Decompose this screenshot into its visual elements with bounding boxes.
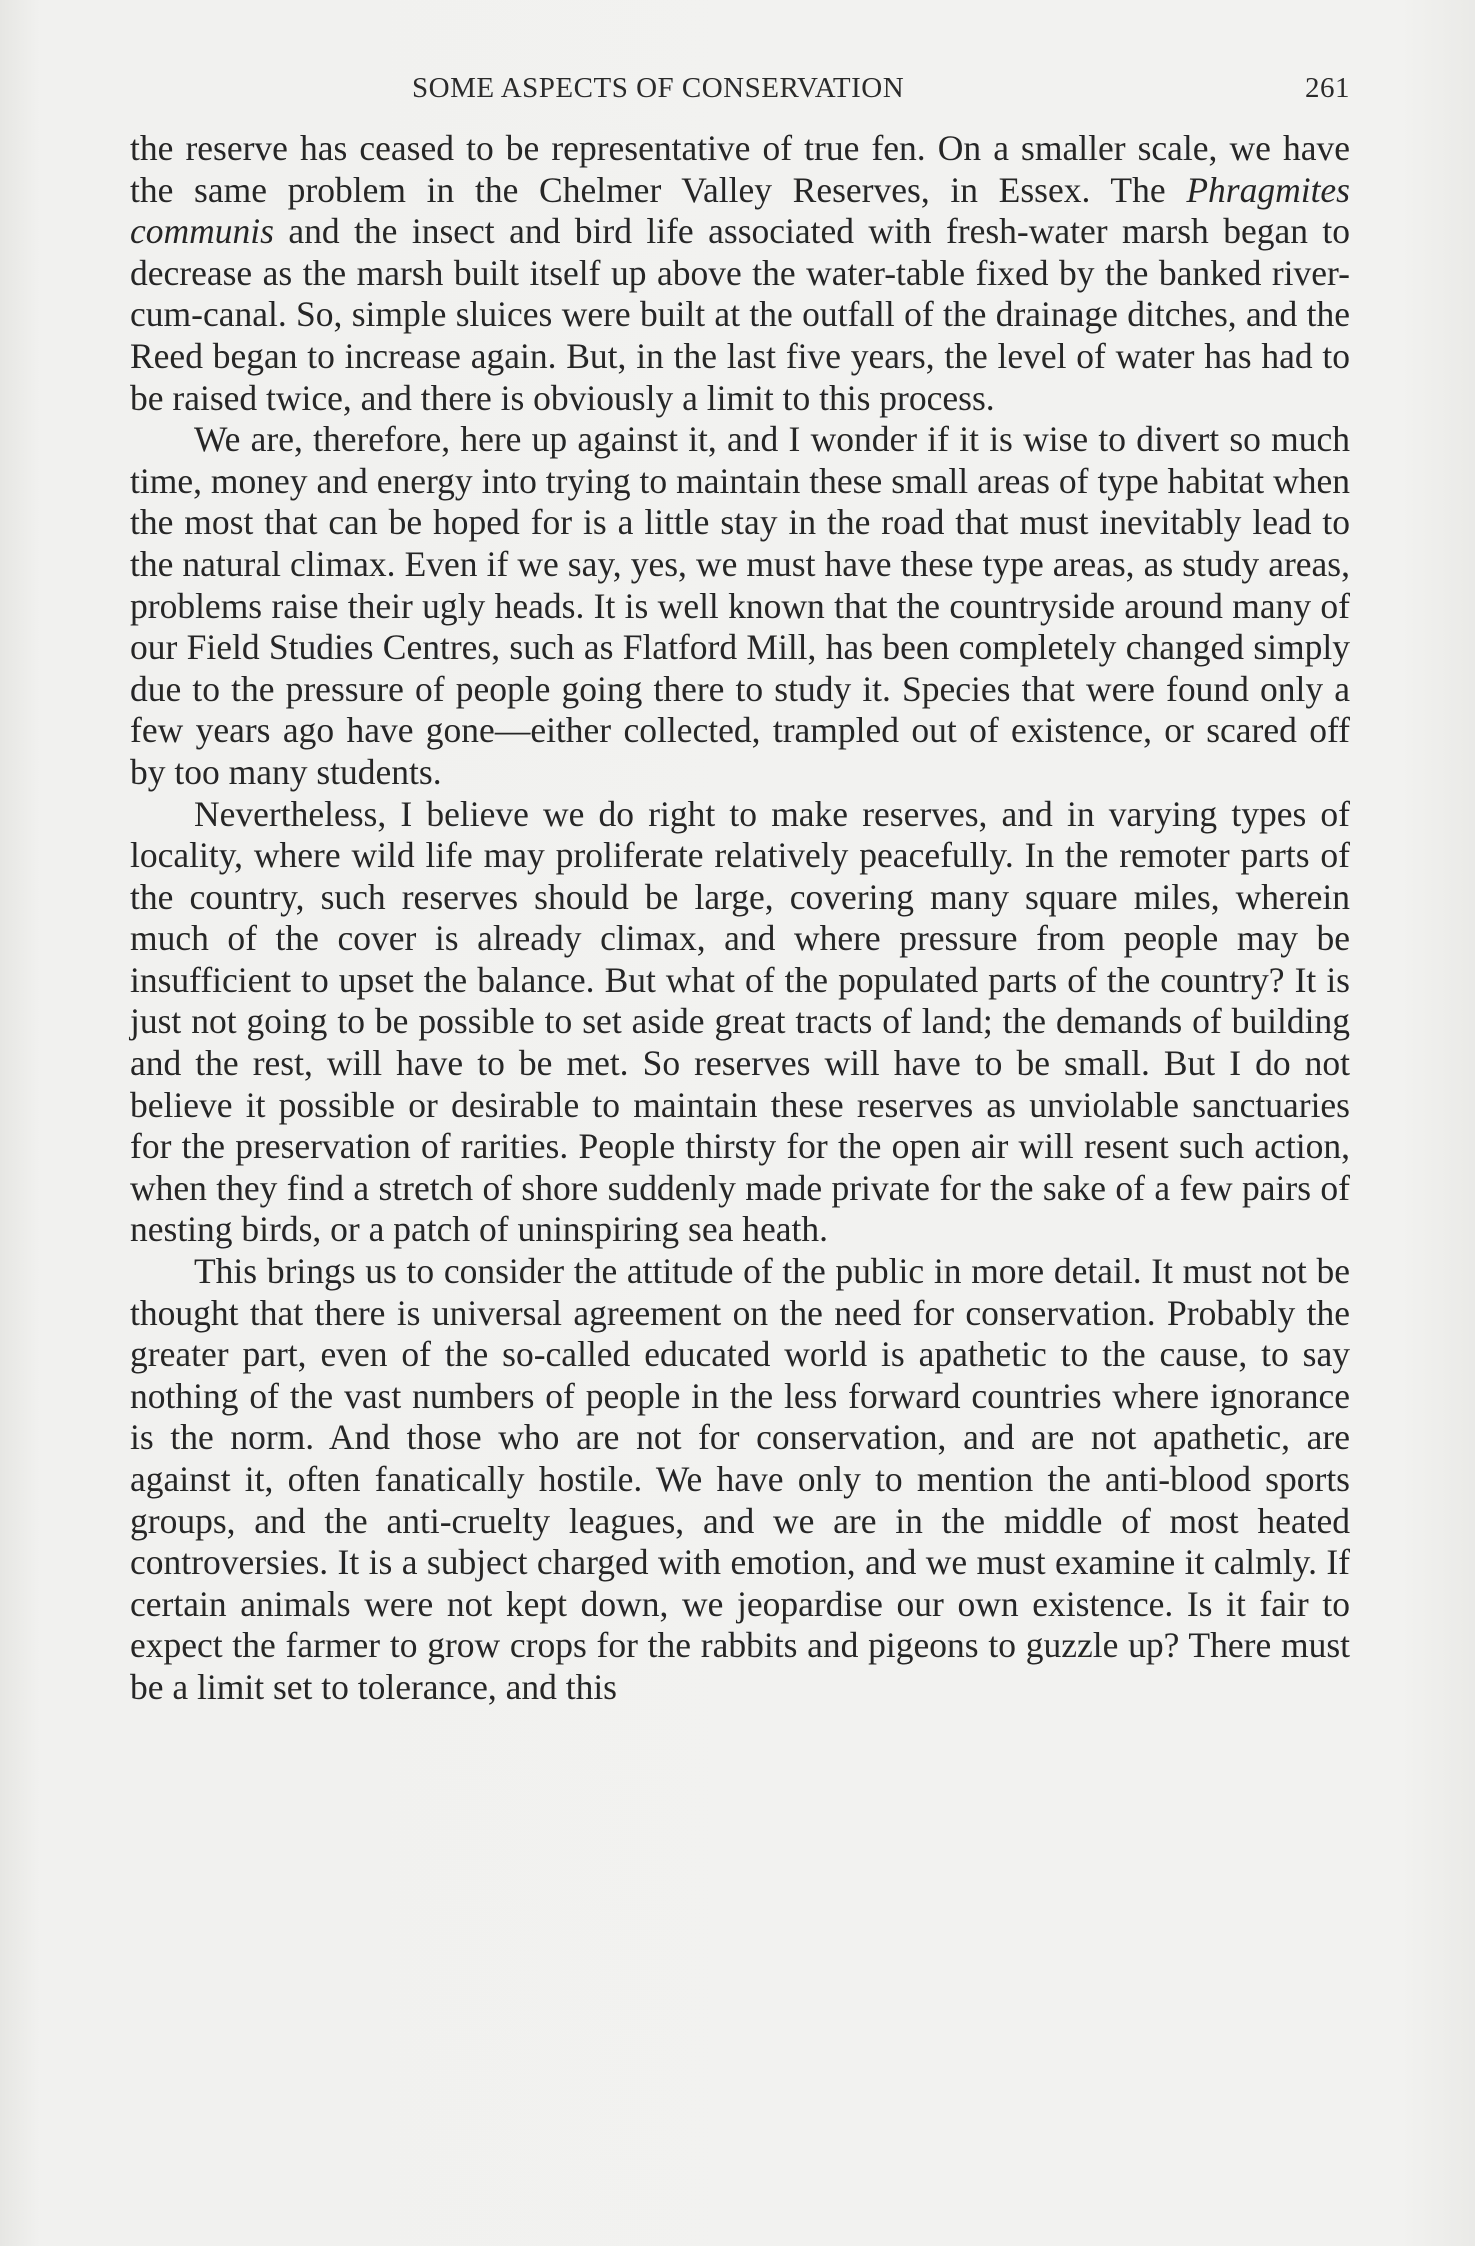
species-name: Phragmites communis — [130, 169, 1350, 252]
paragraph-4: This brings us to consider the attitude of the public in more detail. It must not be thought that there is universal agreement on the need for conservation. Probably the greater part, even of the so-called educated world is apathetic to the cause, to say nothing of the vast numbers of people in the less forward countries where ignorance is the norm. And those who are not for conservation, and are not apathetic, are against it, often fanatically hostile. We have only to mention the anti-blood sports groups, and the anti-cruelty leagues, and we are in the middle of most heated controversies. It is a subject charged with emotion, and we must examine it calmly. If certain animals were not kept down, we jeopardise our own existence. Is it fair to expect the farmer to grow crops for the rabbits and pigeons to guzzle up? There must be a limit set to tolerance, and this — [130, 1251, 1350, 1707]
paragraph-1-text-b: and the insect and bird life associated with fresh-water marsh began to decrease as the marsh built itself up above the water-table fixed by the banked river-cum-canal. So, simple sluices were built at the outfall of the drainage ditches, and the Reed began to increase again. But, in the last five years, the level of water has had to be raised twice, and there is obviously a limit to this process. — [130, 211, 1350, 418]
running-title: SOME ASPECTS OF CONSERVATION — [412, 72, 905, 104]
paragraph-2: We are, therefore, here up against it, and I wonder if it is wise to divert so much time, money and energy into trying to maintain these small areas of type habitat when the most that can be hoped for is a little stay in the road that must inevitably lead to the natural climax. Even if we say, yes, we must have these type areas, as study areas, problems raise their ugly heads. It is well known that the countryside around many of our Field Studies Centres, such as Flatford Mill, has been completely changed simply due to the pressure of people going there to study it. Species that were found only a few years ago have gone—either collected, trampled out of existence, or scared off by too many students. — [130, 419, 1350, 792]
paragraph-1 — [130, 128, 1350, 419]
page-number: 261 — [1305, 72, 1350, 104]
body-text — [130, 128, 1350, 1709]
page-header — [130, 72, 1350, 112]
paragraph-3: Nevertheless, I believe we do right to make reserves, and in varying types of locality, where wild life may proliferate relatively peacefully. In the remoter parts of the country, such reserves should be large, covering many square miles, wherein much of the cover is already climax, and where pressure from people may be insufficient to upset the balance. But what of the populated parts of the country? It is just not going to be possible to set aside great tracts of land; the demands of building and the rest, will have to be met. So reserves will have to be small. But I do not believe it possible or desirable to maintain these reserves as unviolable sanctuaries for the preservation of rarities. People thirsty for the open air will resent such action, when they find a stretch of shore suddenly made private for the sake of a few pairs of nesting birds, or a patch of uninspiring sea heath. — [130, 793, 1350, 1250]
paragraph-1-text-a: the reserve has ceased to be representative of true fen. On a smaller scale, we have the same problem in the Chelmer Valley Reserves, in Essex. The — [130, 128, 1350, 210]
